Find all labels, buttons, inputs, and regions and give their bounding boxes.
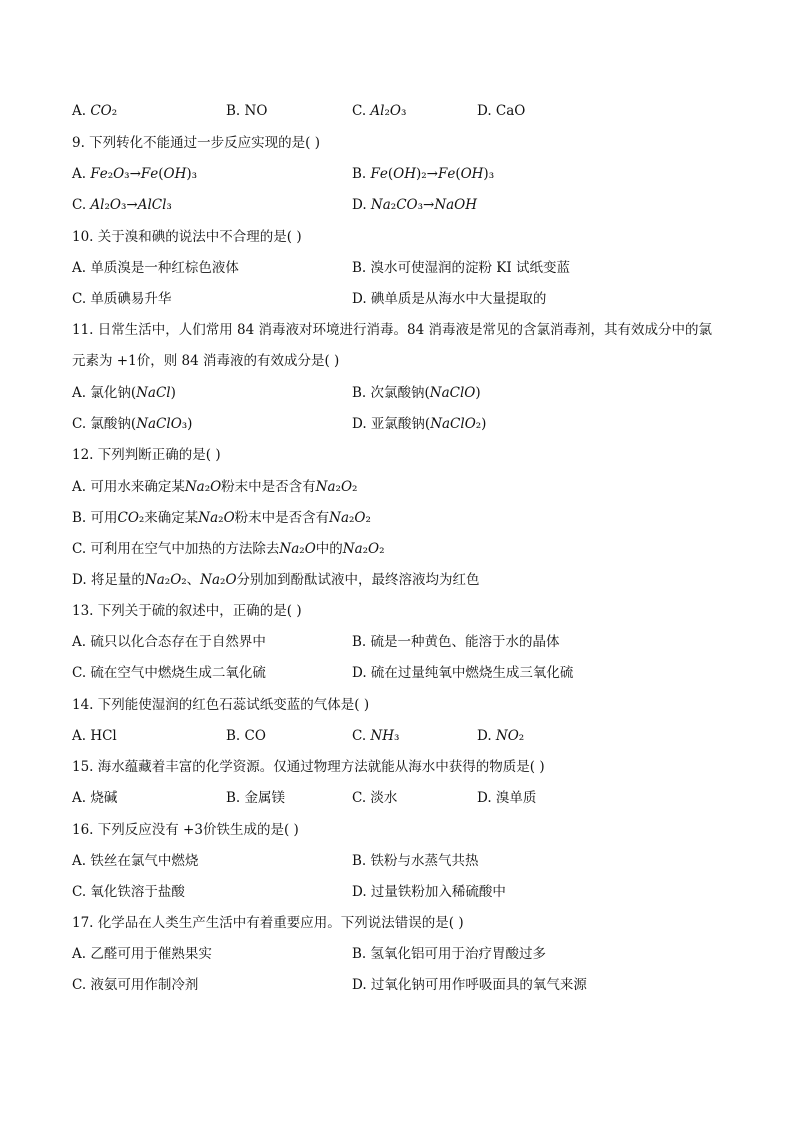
q14-option-b: B. CO bbox=[226, 728, 266, 744]
q14-option-c: C. 𝑁𝐻₃ bbox=[352, 728, 400, 744]
q8-option-c: C. 𝐴𝑙₂𝑂₃ bbox=[352, 103, 407, 119]
q12-stem: 12. 下列判断正确的是( ) bbox=[72, 447, 221, 463]
q13-option-d: D. 硫在过量纯氧中燃烧生成三氧化硫 bbox=[352, 665, 574, 681]
q11-option-c: C. 氯酸钠(𝑁𝑎𝐶𝑙𝑂₃) bbox=[72, 416, 193, 432]
q16-option-a: A. 铁丝在氯气中燃烧 bbox=[72, 853, 199, 869]
q8-option-a: A. 𝐶𝑂₂ bbox=[72, 103, 118, 119]
q17-option-c: C. 液氨可用作制冷剂 bbox=[72, 977, 199, 993]
q14-option-a: A. HCl bbox=[72, 728, 117, 744]
q9-option-a: A. 𝐹𝑒₂𝑂₃→𝐹𝑒(𝑂𝐻)₃ bbox=[72, 166, 198, 182]
q9-stem: 9. 下列转化不能通过一步反应实现的是( ) bbox=[72, 135, 320, 151]
q10-option-a: A. 单质溴是一种红棕色液体 bbox=[72, 260, 239, 276]
q17-stem: 17. 化学品在人类生产生活中有着重要应用。下列说法错误的是( ) bbox=[72, 915, 464, 931]
q14-stem: 14. 下列能使湿润的红色石蕊试纸变蓝的气体是( ) bbox=[72, 697, 370, 713]
q16-option-b: B. 铁粉与水蒸气共热 bbox=[352, 853, 479, 869]
q13-option-a: A. 硫只以化合态存在于自然界中 bbox=[72, 634, 266, 650]
q16-stem: 16. 下列反应没有 +3价铁生成的是( ) bbox=[72, 822, 299, 838]
q10-option-c: C. 单质碘易升华 bbox=[72, 291, 172, 307]
q15-option-c: C. 淡水 bbox=[352, 790, 398, 806]
q16-option-d: D. 过量铁粉加入稀硫酸中 bbox=[352, 884, 506, 900]
q8-option-b: B. NO bbox=[226, 103, 268, 119]
q13-stem: 13. 下列关于硫的叙述中，正确的是( ) bbox=[72, 603, 302, 619]
q14-option-d: D. 𝑁𝑂₂ bbox=[477, 728, 525, 744]
q15-option-d: D. 溴单质 bbox=[477, 790, 537, 806]
q8-option-d: D. CaO bbox=[477, 103, 526, 119]
q11-option-a: A. 氯化钠(𝑁𝑎𝐶𝑙) bbox=[72, 385, 176, 401]
q13-option-b: B. 硫是一种黄色、能溶于水的晶体 bbox=[352, 634, 560, 650]
q17-option-d: D. 过氧化钠可用作呼吸面具的氧气来源 bbox=[352, 977, 587, 993]
q11-option-b: B. 次氯酸钠(𝑁𝑎𝐶𝑙𝑂) bbox=[352, 385, 481, 401]
q15-option-a: A. 烧碱 bbox=[72, 790, 118, 806]
q9-option-b: B. 𝐹𝑒(𝑂𝐻)₂→𝐹𝑒(𝑂𝐻)₃ bbox=[352, 166, 495, 182]
q9-option-d: D. 𝑁𝑎₂𝐶𝑂₃→𝑁𝑎𝑂𝐻 bbox=[352, 197, 478, 213]
q12-option-b: B. 可用𝐶𝑂₂来确定某𝑁𝑎₂𝑂粉末中是否含有𝑁𝑎₂𝑂₂ bbox=[72, 510, 371, 526]
q17-option-b: B. 氢氧化铝可用于治疗胃酸过多 bbox=[352, 946, 547, 962]
q11-option-d: D. 亚氯酸钠(𝑁𝑎𝐶𝑙𝑂₂) bbox=[352, 416, 487, 432]
q12-option-c: C. 可利用在空气中加热的方法除去𝑁𝑎₂𝑂中的𝑁𝑎₂𝑂₂ bbox=[72, 541, 385, 557]
q17-option-a: A. 乙醛可用于催熟果实 bbox=[72, 946, 212, 962]
q12-option-a: A. 可用水来确定某𝑁𝑎₂𝑂粉末中是否含有𝑁𝑎₂𝑂₂ bbox=[72, 479, 358, 495]
q11-stem-line-1: 11. 日常生活中，人们常用 84 消毒液对环境进行消毒。84 消毒液是常见的含氯消毒剂，其有效成分中的氯 bbox=[72, 322, 712, 338]
q15-option-b: B. 金属镁 bbox=[226, 790, 286, 806]
q12-option-d: D. 将足量的𝑁𝑎₂𝑂₂、𝑁𝑎₂𝑂分别加到酚酞试液中，最终溶液均为红色 bbox=[72, 572, 480, 588]
q11-stem-line-2: 元素为 +1价，则 84 消毒液的有效成分是( ) bbox=[72, 353, 340, 369]
q16-option-c: C. 氧化铁溶于盐酸 bbox=[72, 884, 185, 900]
q10-stem: 10. 关于溴和碘的说法中不合理的是( ) bbox=[72, 229, 302, 245]
q13-option-c: C. 硫在空气中燃烧生成二氧化硫 bbox=[72, 665, 266, 681]
q10-option-b: B. 溴水可使湿润的淀粉 KI 试纸变蓝 bbox=[352, 260, 571, 276]
q15-stem: 15. 海水蕴藏着丰富的化学资源。仅通过物理方法就能从海水中获得的物质是( ) bbox=[72, 759, 545, 775]
q9-option-c: C. 𝐴𝑙₂𝑂₃→𝐴𝑙𝐶𝑙₃ bbox=[72, 197, 172, 213]
q10-option-d: D. 碘单质是从海水中大量提取的 bbox=[352, 291, 547, 307]
